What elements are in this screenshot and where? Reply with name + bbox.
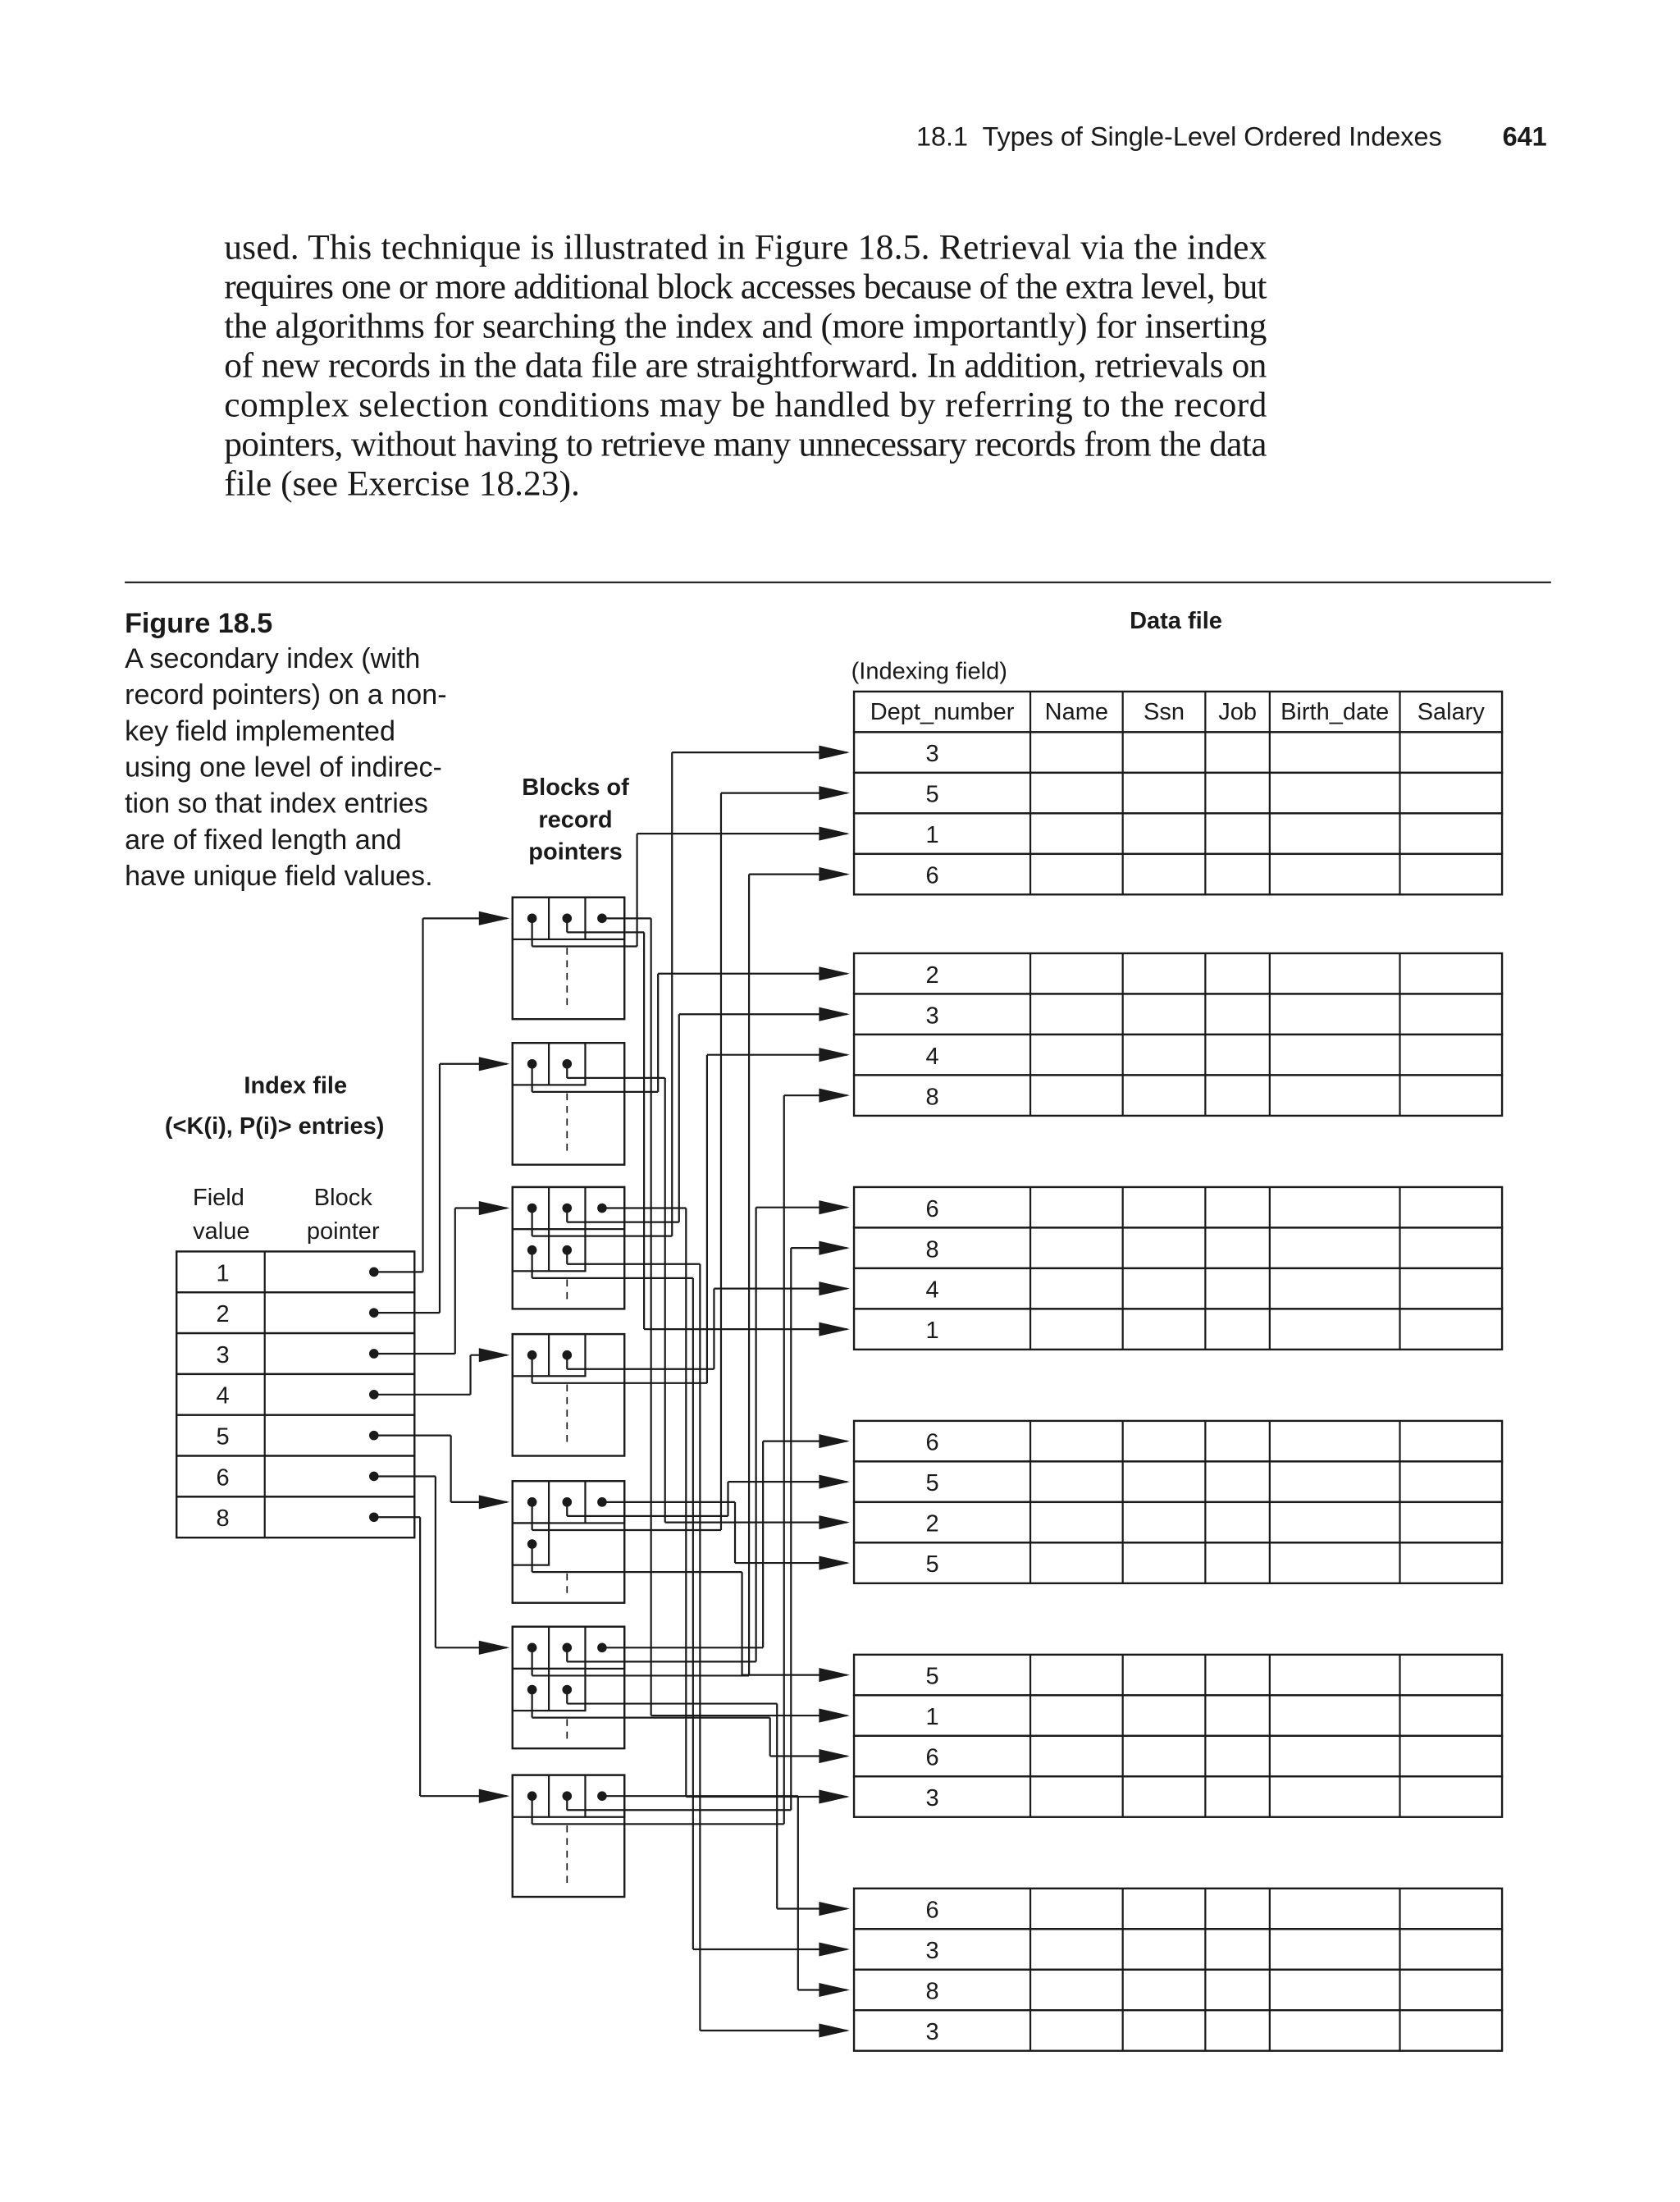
arrowhead-icon [819,786,850,800]
column-header: Salary [1417,699,1485,726]
data-record [854,953,1502,994]
data-record [854,1268,1502,1309]
record-frame [854,1502,1502,1542]
index-file-title: Index file [244,1072,348,1099]
data-record [854,1929,1502,1969]
arrowhead-icon [479,1201,510,1215]
arrowhead-icon [819,1048,850,1062]
record-frame [854,1889,1502,1929]
caption-line: tion so that index entries [125,788,428,820]
paragraph-line: of new records in the data file are straightforward. In addition, retrievals on [224,345,1267,386]
record-frame [854,1309,1502,1349]
data-file-title: Data file [1130,608,1222,635]
record-frame [854,1268,1502,1309]
arrowhead-icon [819,867,850,881]
dept-number-value: 8 [925,1978,939,2005]
record-frame [854,1187,1502,1227]
data-record [854,854,1502,894]
index-header-pointer: pointer [306,1218,380,1245]
record-frame [854,1227,1502,1268]
dept-number-value: 8 [925,1084,939,1111]
data-record [854,2010,1502,2050]
paragraph-line: requires one or more additional block accesses because of the extra level, but [224,267,1267,307]
record-frame [854,953,1502,994]
dept-number-value: 6 [925,1195,939,1222]
column-header: Birth_date [1281,699,1390,726]
data-block [854,1187,1502,1350]
dept-number-value: 4 [925,1043,939,1070]
arrowhead-icon [479,1348,510,1362]
record-frame [854,1421,1502,1461]
data-block [854,953,1502,1116]
dept-number-value: 2 [925,962,939,989]
record-frame [854,773,1502,813]
record-frame [854,1695,1502,1735]
arrowhead-icon [819,1281,850,1295]
page-number: 641 [1502,121,1547,152]
paragraph-line: pointers, without having to retrieve many unnecessary records from the data [224,424,1267,464]
column-header: Ssn [1144,699,1185,726]
dept-number-value: 3 [925,741,939,768]
index-field-value: 8 [216,1505,230,1533]
data-block [854,1655,1502,1817]
record-frame [854,1736,1502,1776]
arrowhead-icon [819,1089,850,1103]
record-frame [854,1970,1502,2010]
data-record [854,1776,1502,1816]
arrowhead-icon [479,1641,510,1655]
arrowhead-icon [819,2023,850,2037]
data-block [854,732,1502,894]
data-record [854,994,1502,1034]
dept-number-value: 6 [925,1429,939,1456]
index-header-field: Field [192,1185,244,1212]
arrowhead-icon [819,1983,850,1997]
dept-number-value: 4 [925,1277,939,1304]
record-frame [854,854,1502,894]
data-record [854,1227,1502,1268]
caption-line: record pointers) on a non- [125,679,447,711]
arrowhead-icon [819,1749,850,1763]
data-record [854,1736,1502,1776]
data-record [854,813,1502,853]
dept-number-value: 8 [925,1236,939,1263]
dept-number-value: 5 [925,1551,939,1578]
data-record [854,1970,1502,2010]
paragraph-line: the algorithms for searching the index and (more importantly) for inserting [224,306,1267,346]
data-record [854,1075,1502,1115]
arrowhead-icon [819,1200,850,1214]
dept-number-value: 3 [925,1938,939,1965]
running-header-title: 18.1 Types of Single-Level Ordered Indexes [915,121,1442,152]
paragraph-line: complex selection conditions may be handled by referring to the record [224,385,1267,425]
paragraph-line: file (see Exercise 18.23). [224,464,580,504]
index-field-value: 4 [216,1382,230,1409]
index-field-value: 6 [216,1464,230,1492]
dept-number-value: 5 [925,781,939,808]
caption-line: key field implemented [125,715,395,747]
data-record [854,1655,1502,1695]
blocks-title-line: Blocks of [522,774,629,802]
arrowhead-icon [819,1241,850,1255]
blocks-title-line: pointers [528,838,623,866]
column-header: Name [1044,699,1109,726]
arrowhead-icon [479,911,510,925]
arrowhead-icon [819,1789,850,1803]
data-block [854,1421,1502,1583]
index-field-value: 3 [216,1341,230,1368]
index-field-value: 5 [216,1423,230,1450]
record-frame [854,1075,1502,1115]
data-record [854,1695,1502,1735]
data-record [854,773,1502,813]
caption-line: are of fixed length and [125,824,402,856]
index-header-field: value [193,1218,250,1245]
dept-number-value: 5 [925,1470,939,1497]
arrowhead-icon [819,1709,850,1723]
data-record [854,1889,1502,1929]
indexing-field-note: (Indexing field) [851,658,1007,685]
data-record [854,1542,1502,1583]
arrowhead-icon [819,1323,850,1336]
record-frame [854,994,1502,1034]
data-record [854,1035,1502,1075]
data-record [854,1187,1502,1227]
index-header-pointer: Block [313,1185,372,1212]
arrowhead-icon [479,1057,510,1071]
dept-number-value: 3 [925,1785,939,1812]
arrowhead-icon [819,1668,850,1682]
record-frame [854,1461,1502,1501]
arrowhead-icon [819,1434,850,1448]
dept-number-value: 6 [925,1897,939,1924]
record-frame [854,813,1502,853]
record-frame [854,2010,1502,2050]
arrowhead-icon [479,1495,510,1509]
data-record [854,1309,1502,1349]
data-block [854,1889,1502,2051]
record-frame [854,1035,1502,1075]
column-header: Job [1218,699,1257,726]
arrowhead-icon [819,1475,850,1489]
dept-number-value: 5 [925,1663,939,1690]
dept-number-value: 2 [925,1510,939,1537]
dept-number-value: 1 [925,1318,939,1345]
figure-caption [125,643,446,892]
dept-number-value: 6 [925,1744,939,1771]
figure-label: Figure 18.5 [125,608,273,640]
dept-number-value: 3 [925,1003,939,1030]
blocks-title-line: record [538,806,613,834]
arrowhead-icon [819,1556,850,1570]
arrowhead-icon [819,1942,850,1956]
data-record [854,732,1502,772]
data-record [854,1421,1502,1461]
arrowhead-icon [819,1007,850,1021]
data-record [854,1502,1502,1542]
record-frame [854,1929,1502,1969]
record-frame [854,1655,1502,1695]
caption-line: using one level of indirec- [125,752,442,783]
body-paragraph [224,228,1267,504]
arrowhead-icon [479,1789,510,1803]
index-field-value: 1 [216,1260,230,1287]
arrowhead-icon [819,1515,850,1529]
paragraph-line: used. This technique is illustrated in Figure 18.5. Retrieval via the index [224,227,1267,267]
arrowhead-icon [819,966,850,980]
record-frame [854,1776,1502,1816]
record-frame [854,732,1502,772]
column-header: Dept_number [870,699,1015,726]
dept-number-value: 3 [925,2019,939,2046]
arrowhead-icon [819,827,850,841]
index-file-subtitle: (<K(i), P(i)> entries) [164,1113,385,1140]
data-record [854,1461,1502,1501]
index-diagram [176,692,1502,2051]
arrowhead-icon [819,746,850,760]
caption-line: have unique field values. [125,861,433,893]
index-field-value: 2 [216,1301,230,1328]
dept-number-value: 1 [925,1704,939,1731]
dept-number-value: 1 [925,822,939,849]
arrowhead-icon [819,1902,850,1916]
data-file-header-row [854,692,1502,732]
caption-line: A secondary index (with [125,642,421,674]
dept-number-value: 6 [925,862,939,889]
record-frame [854,1542,1502,1583]
blocks-title [522,774,629,865]
